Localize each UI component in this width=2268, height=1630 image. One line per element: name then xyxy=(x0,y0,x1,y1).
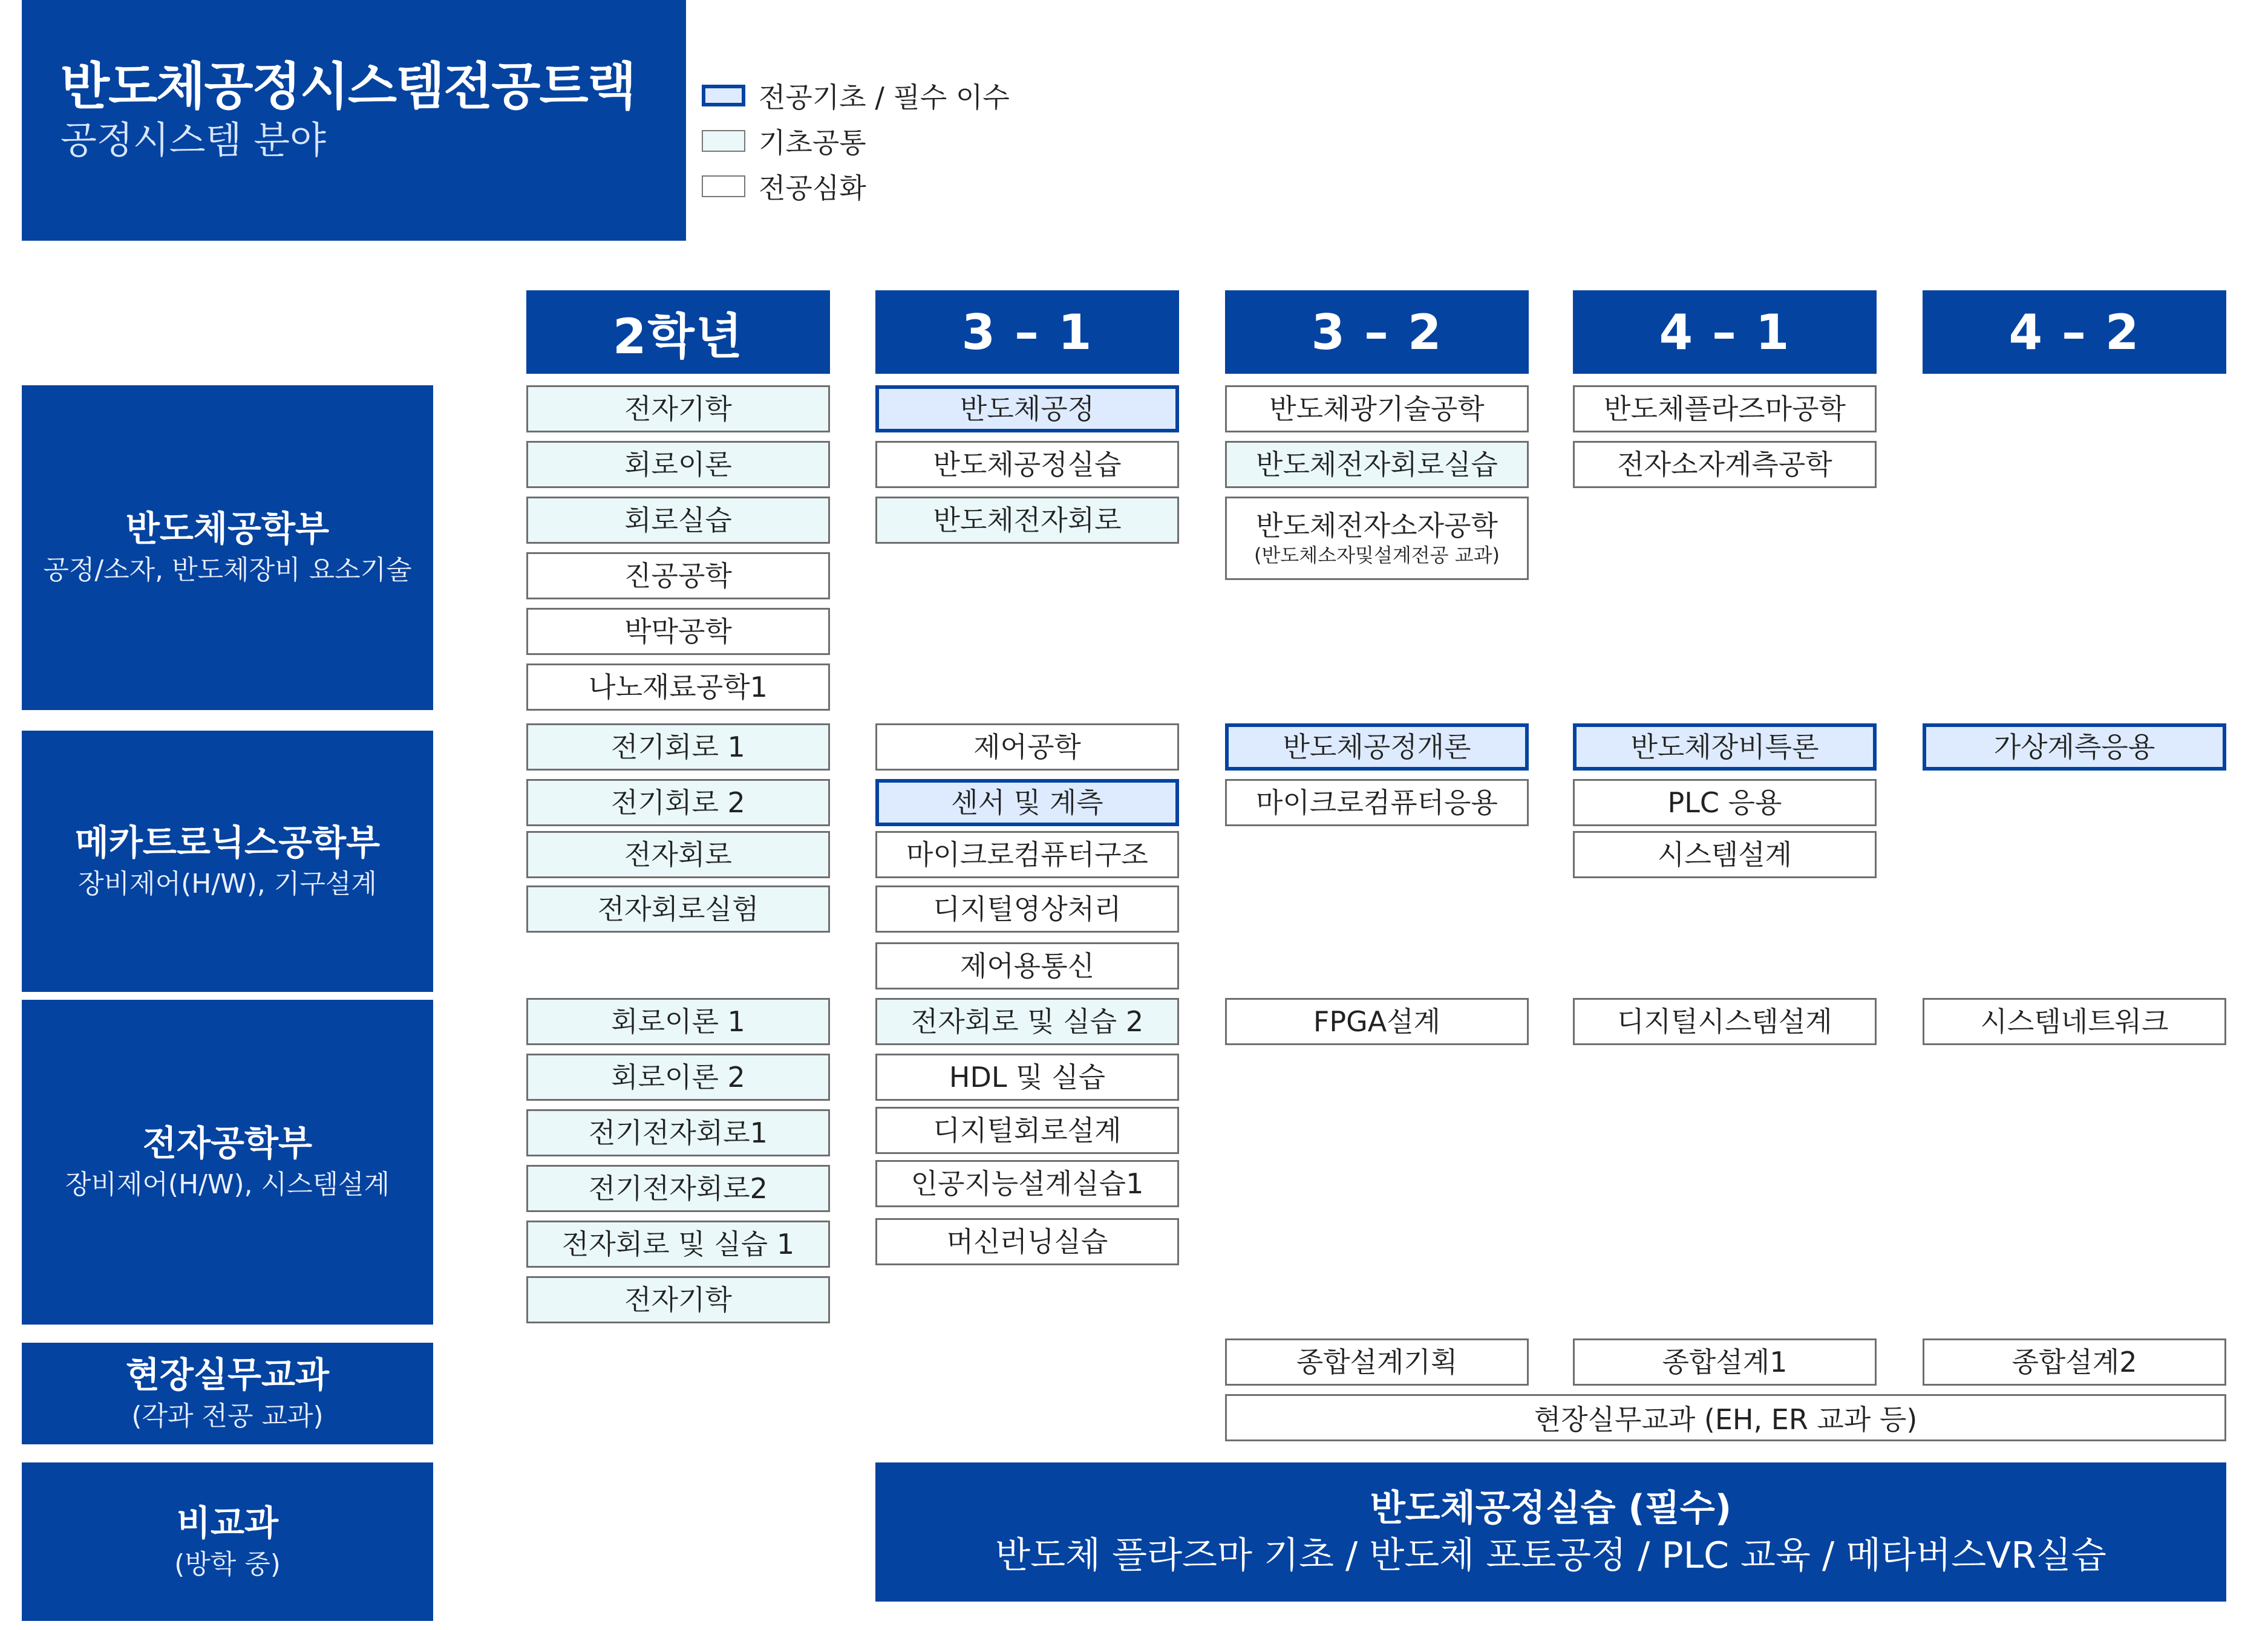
course-box: 전기회로 1 xyxy=(526,723,830,771)
course-box: 나노재료공학1 xyxy=(526,663,830,711)
track-title: 반도체공정시스템전공트랙 xyxy=(60,57,635,116)
legend-item-advanced xyxy=(702,168,866,204)
course-box: 전기회로 2 xyxy=(526,779,830,826)
semester-header-4-2: 4 – 2 xyxy=(1923,290,2226,374)
course-box: PLC 응용 xyxy=(1573,779,1877,826)
course-box: 전기전자회로1 xyxy=(526,1109,830,1156)
legend-swatch-required xyxy=(702,85,745,106)
dept-description: 장비제어(H/W), 시스템설계 xyxy=(65,1169,390,1201)
course-box: 제어공학 xyxy=(875,723,1179,771)
legend-label-advanced: 전공심화 xyxy=(759,172,866,204)
course-box-required: 반도체공정개론 xyxy=(1225,723,1529,771)
dept-name: 메카트로닉스공학부 xyxy=(74,821,381,863)
course-box: 반도체공정실습 xyxy=(875,441,1179,488)
course-box-required: 가상계측응용 xyxy=(1923,723,2226,771)
extracurricular-title: 반도체공정실습 (필수) xyxy=(1370,1487,1732,1530)
dept-extracurricular xyxy=(22,1462,433,1621)
dept-description: 장비제어(H/W), 기구설계 xyxy=(78,868,377,899)
dept-description: (각과 전공 교과) xyxy=(131,1400,324,1432)
course-box: 디지털영상처리 xyxy=(875,885,1179,933)
course-box: 전자기학 xyxy=(526,1276,830,1323)
legend-label-required: 전공기초 / 필수 이수 xyxy=(759,81,1010,114)
dept-description: 공정/소자, 반도체장비 요소기술 xyxy=(43,555,412,586)
legend-item-basic xyxy=(702,123,866,159)
track-title-block xyxy=(22,0,686,241)
course-box: 회로이론 2 xyxy=(526,1054,830,1101)
course-box: 머신러닝실습 xyxy=(875,1218,1179,1265)
course-box: 제어용통신 xyxy=(875,942,1179,989)
course-note: (반도체소자및설계전공 교과) xyxy=(1253,543,1500,567)
course-box: 회로이론 xyxy=(526,441,830,488)
extracurricular-box xyxy=(875,1462,2226,1602)
course-box: 시스템설계 xyxy=(1573,831,1877,878)
dept-mechatronics xyxy=(22,731,433,992)
extracurricular-items: 반도체 플라즈마 기초 / 반도체 포토공정 / PLC 교육 / 메타버스VR실습 xyxy=(995,1534,2106,1577)
course-box: HDL 및 실습 xyxy=(875,1054,1179,1101)
course-box-with-note xyxy=(1225,497,1529,580)
dept-semiconductor xyxy=(22,385,433,710)
course-box: 전자회로실험 xyxy=(526,885,830,933)
dept-name: 비교과 xyxy=(176,1502,279,1544)
dept-field-practice xyxy=(22,1343,433,1444)
course-box: 시스템네트워크 xyxy=(1923,998,2226,1045)
course-box: 전자회로 및 실습 2 xyxy=(875,998,1179,1045)
course-box: 전자소자계측공학 xyxy=(1573,441,1877,488)
course-box-required: 반도체공정 xyxy=(875,385,1179,432)
course-box: 전기전자회로2 xyxy=(526,1165,830,1212)
course-box: 마이크로컴퓨터구조 xyxy=(875,831,1179,878)
course-box: 반도체플라즈마공학 xyxy=(1573,385,1877,432)
course-box: 박막공학 xyxy=(526,608,830,655)
course-box: 반도체광기술공학 xyxy=(1225,385,1529,432)
course-box: 인공지능설계실습1 xyxy=(875,1160,1179,1207)
legend-swatch-basic xyxy=(702,130,745,152)
course-box: 반도체전자회로 xyxy=(875,497,1179,544)
dept-name: 전자공학부 xyxy=(142,1123,313,1164)
semester-header-3-2: 3 – 2 xyxy=(1225,290,1529,374)
course-box: 디지털시스템설계 xyxy=(1573,998,1877,1045)
semester-header-3-1: 3 – 1 xyxy=(875,290,1179,374)
field-practice-span-box: 현장실무교과 (EH, ER 교과 등) xyxy=(1225,1394,2226,1441)
track-subtitle: 공정시스템 분야 xyxy=(60,117,326,162)
legend-item-required xyxy=(702,77,1010,114)
course-box: 진공공학 xyxy=(526,552,830,599)
course-box: 전자회로 및 실습 1 xyxy=(526,1221,830,1268)
course-box: 디지털회로설계 xyxy=(875,1107,1179,1154)
course-box: 종합설계1 xyxy=(1573,1338,1877,1386)
semester-header-4-1: 4 – 1 xyxy=(1573,290,1877,374)
legend-swatch-advanced xyxy=(702,175,745,197)
course-box: 전자회로 xyxy=(526,831,830,878)
course-box: FPGA설계 xyxy=(1225,998,1529,1045)
course-box: 회로실습 xyxy=(526,497,830,544)
dept-electronics xyxy=(22,1000,433,1325)
course-box: 종합설계기획 xyxy=(1225,1338,1529,1386)
course-box: 종합설계2 xyxy=(1923,1338,2226,1386)
dept-name: 반도체공학부 xyxy=(125,508,330,549)
dept-description: (방학 중) xyxy=(174,1548,281,1580)
course-box: 전자기학 xyxy=(526,385,830,432)
course-box-required: 반도체장비특론 xyxy=(1573,723,1877,771)
course-box: 회로이론 1 xyxy=(526,998,830,1045)
legend-label-basic: 기초공통 xyxy=(759,126,866,159)
dept-name: 현장실무교과 xyxy=(125,1354,330,1395)
course-box: 마이크로컴퓨터응용 xyxy=(1225,779,1529,826)
semester-header-year2: 2학년 xyxy=(526,290,830,374)
course-box: 반도체전자회로실습 xyxy=(1225,441,1529,488)
course-box-required: 센서 및 계측 xyxy=(875,779,1179,826)
course-name: 반도체전자소자공학 xyxy=(1256,509,1498,543)
